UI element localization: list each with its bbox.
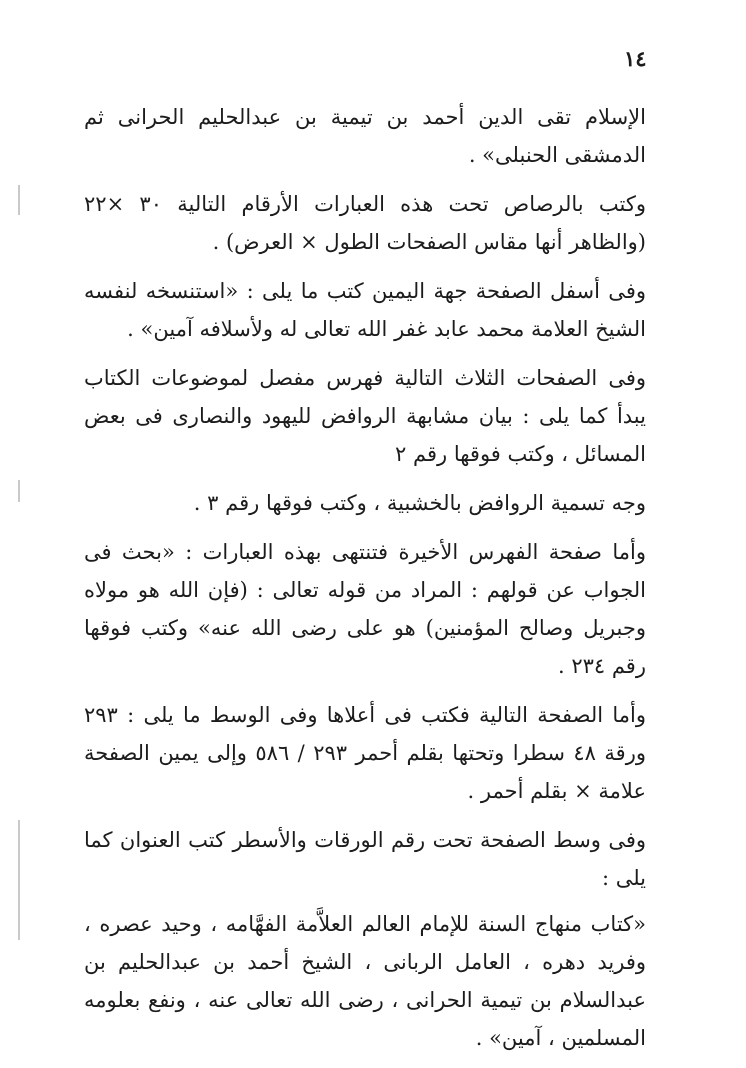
- document-body: [84, 98, 646, 1068]
- scan-artifact-line: [18, 480, 20, 502]
- paragraph-4: وفى الصفحات الثلاث التالية فهرس مفصل لموضوعات الكتاب يبدأ كما يلى : بيان مشابهة الروافض لليهود والنصارى فى بعض المسائل ، وكتب فوقها رقم ٢: [84, 366, 646, 466]
- paragraph-3: وفى أسفل الصفحة جهة اليمين كتب ما يلى : «استنسخه لنفسه الشيخ العلامة محمد عابد غفر الله تعالى له ولأسلافه آمين» .: [84, 279, 646, 341]
- paragraph-6: وأما صفحة الفهرس الأخيرة فتنتهى بهذه العبارات : «بحث فى الجواب عن قولهم : المراد من قوله تعالى : (فإن الله هو مولاه وجبريل وصالح المؤمنين) هو على رضى الله عنه» وكتب فوقها رقم ٢٣٤ .: [84, 540, 646, 678]
- paragraph-7: وأما الصفحة التالية فكتب فى أعلاها وفى الوسط ما يلى : ٢٩٣ ورقة ٤٨ سطرا وتحتها بقلم أحمر ٢٩٣ / ٥٨٦ وإلى يمين الصفحة علامة × بقلم أحمر .: [84, 703, 646, 803]
- paragraph-9: «كتاب منهاج السنة للإمام العالم العلاَّمة الفهَّامه ، وحيد عصره ، وفريد دهره ، العامل الربانى ، الشيخ أحمد بن عبدالحليم بن عبدالسلام بن تيمية الحرانى ، رضى الله تعالى عنه ، ونفع بعلومه المسلمين ، آمين» .: [84, 912, 646, 1050]
- scan-artifact-line: [18, 185, 20, 215]
- scan-artifact-line: [18, 820, 20, 940]
- paragraph-5: وجه تسمية الروافض بالخشبية ، وكتب فوقها رقم ٣ .: [193, 491, 646, 515]
- page-number: ١٤: [624, 46, 647, 71]
- paragraph-2: وكتب بالرصاص تحت هذه العبارات الأرقام التالية ٣٠ ×٢٢ (والظاهر أنها مقاس الصفحات الطول × العرض) .: [84, 192, 646, 254]
- paragraph-8: وفى وسط الصفحة تحت رقم الورقات والأسطر كتب العنوان كما يلى :: [84, 828, 646, 890]
- paragraph-1: الإسلام تقى الدين أحمد بن تيمية بن عبدالحليم الحرانى ثم الدمشقى الحنبلى» .: [84, 105, 646, 167]
